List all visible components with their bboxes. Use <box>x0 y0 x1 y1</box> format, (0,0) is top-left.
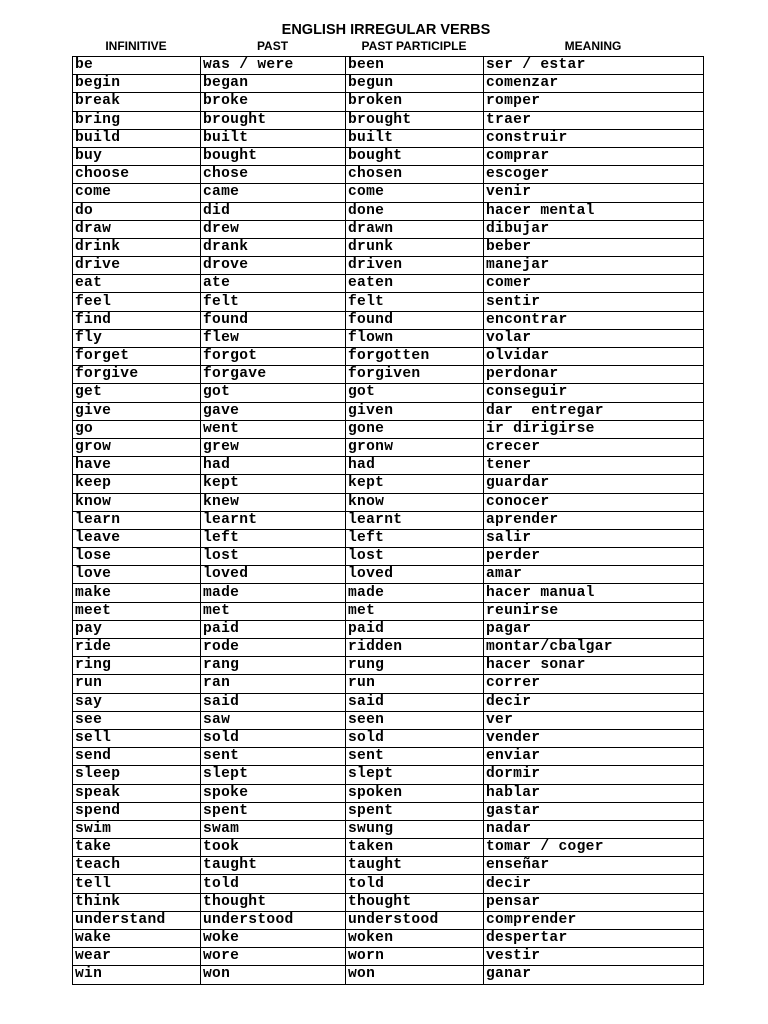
table-row <box>73 166 704 184</box>
infinitive-cell: eat <box>73 275 201 293</box>
past-participle-cell: left <box>346 529 484 547</box>
meaning-cell: comprar <box>484 147 704 165</box>
past-participle-cell: spoken <box>346 784 484 802</box>
past-cell: had <box>201 457 346 475</box>
meaning-cell: dormir <box>484 766 704 784</box>
past-participle-cell: gone <box>346 420 484 438</box>
past-participle-cell: eaten <box>346 275 484 293</box>
past-cell: thought <box>201 893 346 911</box>
past-cell: drew <box>201 220 346 238</box>
table-row <box>73 329 704 347</box>
past-cell: swam <box>201 820 346 838</box>
table-row <box>73 220 704 238</box>
past-cell: took <box>201 839 346 857</box>
meaning-cell: construir <box>484 129 704 147</box>
meaning-cell: conocer <box>484 493 704 511</box>
infinitive-cell: pay <box>73 620 201 638</box>
past-cell: got <box>201 384 346 402</box>
verbs-table-body <box>73 57 704 985</box>
infinitive-cell: swim <box>73 820 201 838</box>
past-participle-cell: got <box>346 384 484 402</box>
infinitive-cell: ring <box>73 657 201 675</box>
past-cell: rode <box>201 639 346 657</box>
infinitive-cell: begin <box>73 75 201 93</box>
infinitive-cell: draw <box>73 220 201 238</box>
meaning-cell: traer <box>484 111 704 129</box>
meaning-cell: pagar <box>484 620 704 638</box>
infinitive-cell: learn <box>73 511 201 529</box>
meaning-cell: aprender <box>484 511 704 529</box>
past-participle-cell: felt <box>346 293 484 311</box>
past-participle-cell: met <box>346 602 484 620</box>
table-row <box>73 438 704 456</box>
meaning-cell: comprender <box>484 911 704 929</box>
infinitive-cell: say <box>73 693 201 711</box>
infinitive-cell: bring <box>73 111 201 129</box>
past-participle-cell: chosen <box>346 166 484 184</box>
meaning-cell: perder <box>484 548 704 566</box>
past-cell: taught <box>201 857 346 875</box>
past-participle-cell: brought <box>346 111 484 129</box>
infinitive-cell: lose <box>73 548 201 566</box>
infinitive-cell: ride <box>73 639 201 657</box>
meaning-cell: ganar <box>484 966 704 984</box>
infinitive-cell: build <box>73 129 201 147</box>
meaning-cell: dar entregar <box>484 402 704 420</box>
infinitive-cell: find <box>73 311 201 329</box>
past-participle-cell: won <box>346 966 484 984</box>
meaning-cell: tener <box>484 457 704 475</box>
table-row <box>73 948 704 966</box>
past-cell: slept <box>201 766 346 784</box>
past-cell: knew <box>201 493 346 511</box>
meaning-cell: tomar / coger <box>484 839 704 857</box>
table-row <box>73 475 704 493</box>
past-participle-cell: begun <box>346 75 484 93</box>
table-row <box>73 57 704 75</box>
past-cell: forgave <box>201 366 346 384</box>
meaning-cell: vestir <box>484 948 704 966</box>
table-row <box>73 202 704 220</box>
past-cell: paid <box>201 620 346 638</box>
past-cell: sold <box>201 729 346 747</box>
infinitive-cell: drink <box>73 238 201 256</box>
table-row <box>73 584 704 602</box>
past-cell: rang <box>201 657 346 675</box>
past-participle-cell: found <box>346 311 484 329</box>
past-participle-cell: ridden <box>346 639 484 657</box>
past-cell: wore <box>201 948 346 966</box>
header-past-participle: PAST PARTICIPLE <box>361 39 467 53</box>
table-row <box>73 857 704 875</box>
table-row <box>73 893 704 911</box>
past-cell: broke <box>201 93 346 111</box>
table-row <box>73 548 704 566</box>
infinitive-cell: win <box>73 966 201 984</box>
meaning-cell: hacer manual <box>484 584 704 602</box>
meaning-cell: crecer <box>484 438 704 456</box>
infinitive-cell: understand <box>73 911 201 929</box>
infinitive-cell: forgive <box>73 366 201 384</box>
meaning-cell: guardar <box>484 475 704 493</box>
past-participle-cell: come <box>346 184 484 202</box>
table-row <box>73 602 704 620</box>
table-row <box>73 657 704 675</box>
document-title: ENGLISH IRREGULAR VERBS <box>281 22 491 38</box>
past-participle-cell: built <box>346 129 484 147</box>
infinitive-cell: buy <box>73 147 201 165</box>
meaning-cell: enviar <box>484 748 704 766</box>
table-row <box>73 566 704 584</box>
table-row <box>73 493 704 511</box>
table-row <box>73 238 704 256</box>
meaning-cell: nadar <box>484 820 704 838</box>
table-row <box>73 75 704 93</box>
table-row <box>73 275 704 293</box>
meaning-cell: manejar <box>484 257 704 275</box>
infinitive-cell: make <box>73 584 201 602</box>
past-participle-cell: slept <box>346 766 484 784</box>
meaning-cell: decir <box>484 875 704 893</box>
infinitive-cell: be <box>73 57 201 75</box>
past-participle-cell: flown <box>346 329 484 347</box>
past-cell: said <box>201 693 346 711</box>
table-row <box>73 366 704 384</box>
meaning-cell: hablar <box>484 784 704 802</box>
past-participle-cell: swung <box>346 820 484 838</box>
table-row <box>73 839 704 857</box>
past-cell: lost <box>201 548 346 566</box>
past-participle-cell: paid <box>346 620 484 638</box>
infinitive-cell: forget <box>73 348 201 366</box>
past-cell: left <box>201 529 346 547</box>
past-cell: built <box>201 129 346 147</box>
infinitive-cell: go <box>73 420 201 438</box>
past-participle-cell: sold <box>346 729 484 747</box>
past-cell: ate <box>201 275 346 293</box>
meaning-cell: encontrar <box>484 311 704 329</box>
header-meaning: MEANING <box>564 39 622 53</box>
meaning-cell: despertar <box>484 930 704 948</box>
infinitive-cell: meet <box>73 602 201 620</box>
past-cell: saw <box>201 711 346 729</box>
infinitive-cell: see <box>73 711 201 729</box>
infinitive-cell: spend <box>73 802 201 820</box>
table-row <box>73 675 704 693</box>
table-row <box>73 784 704 802</box>
table-row <box>73 311 704 329</box>
past-cell: felt <box>201 293 346 311</box>
past-cell: found <box>201 311 346 329</box>
infinitive-cell: come <box>73 184 201 202</box>
table-row <box>73 384 704 402</box>
past-cell: understood <box>201 911 346 929</box>
past-participle-cell: broken <box>346 93 484 111</box>
infinitive-cell: take <box>73 839 201 857</box>
past-participle-cell: sent <box>346 748 484 766</box>
infinitive-cell: wake <box>73 930 201 948</box>
meaning-cell: enseñar <box>484 857 704 875</box>
meaning-cell: beber <box>484 238 704 256</box>
meaning-cell: hacer sonar <box>484 657 704 675</box>
past-participle-cell: rung <box>346 657 484 675</box>
table-row <box>73 511 704 529</box>
table-row <box>73 111 704 129</box>
past-participle-cell: given <box>346 402 484 420</box>
infinitive-cell: sleep <box>73 766 201 784</box>
meaning-cell: olvidar <box>484 348 704 366</box>
past-cell: sent <box>201 748 346 766</box>
infinitive-cell: know <box>73 493 201 511</box>
past-participle-cell: seen <box>346 711 484 729</box>
past-cell: bought <box>201 147 346 165</box>
meaning-cell: pensar <box>484 893 704 911</box>
infinitive-cell: love <box>73 566 201 584</box>
past-cell: drove <box>201 257 346 275</box>
infinitive-cell: keep <box>73 475 201 493</box>
table-row <box>73 147 704 165</box>
infinitive-cell: get <box>73 384 201 402</box>
past-participle-cell: forgotten <box>346 348 484 366</box>
table-row <box>73 766 704 784</box>
past-cell: grew <box>201 438 346 456</box>
table-row <box>73 457 704 475</box>
past-cell: went <box>201 420 346 438</box>
past-cell: did <box>201 202 346 220</box>
meaning-cell: dibujar <box>484 220 704 238</box>
infinitive-cell: give <box>73 402 201 420</box>
table-row <box>73 820 704 838</box>
past-cell: kept <box>201 475 346 493</box>
infinitive-cell: break <box>73 93 201 111</box>
past-cell: came <box>201 184 346 202</box>
past-participle-cell: made <box>346 584 484 602</box>
infinitive-cell: speak <box>73 784 201 802</box>
table-row <box>73 693 704 711</box>
infinitive-cell: drive <box>73 257 201 275</box>
infinitive-cell: think <box>73 893 201 911</box>
meaning-cell: volar <box>484 329 704 347</box>
infinitive-cell: sell <box>73 729 201 747</box>
header-infinitive: INFINITIVE <box>105 39 167 53</box>
past-cell: forgot <box>201 348 346 366</box>
past-cell: made <box>201 584 346 602</box>
past-participle-cell: been <box>346 57 484 75</box>
past-participle-cell: had <box>346 457 484 475</box>
meaning-cell: comenzar <box>484 75 704 93</box>
past-cell: told <box>201 875 346 893</box>
past-participle-cell: forgiven <box>346 366 484 384</box>
meaning-cell: reunirse <box>484 602 704 620</box>
past-cell: woke <box>201 930 346 948</box>
table-row <box>73 348 704 366</box>
table-row <box>73 711 704 729</box>
past-participle-cell: know <box>346 493 484 511</box>
past-participle-cell: worn <box>346 948 484 966</box>
meaning-cell: conseguir <box>484 384 704 402</box>
infinitive-cell: grow <box>73 438 201 456</box>
meaning-cell: perdonar <box>484 366 704 384</box>
infinitive-cell: tell <box>73 875 201 893</box>
past-cell: gave <box>201 402 346 420</box>
meaning-cell: amar <box>484 566 704 584</box>
past-participle-cell: loved <box>346 566 484 584</box>
header-past: PAST <box>256 39 289 53</box>
table-row <box>73 93 704 111</box>
verbs-table <box>72 56 704 985</box>
meaning-cell: vender <box>484 729 704 747</box>
past-participle-cell: bought <box>346 147 484 165</box>
infinitive-cell: choose <box>73 166 201 184</box>
table-row <box>73 257 704 275</box>
infinitive-cell: run <box>73 675 201 693</box>
infinitive-cell: teach <box>73 857 201 875</box>
column-header-row <box>0 38 768 55</box>
past-participle-cell: gronw <box>346 438 484 456</box>
meaning-cell: sentir <box>484 293 704 311</box>
past-participle-cell: driven <box>346 257 484 275</box>
meaning-cell: ser / estar <box>484 57 704 75</box>
table-row <box>73 293 704 311</box>
past-cell: ran <box>201 675 346 693</box>
meaning-cell: venir <box>484 184 704 202</box>
table-row <box>73 129 704 147</box>
past-participle-cell: taken <box>346 839 484 857</box>
table-row <box>73 911 704 929</box>
infinitive-cell: wear <box>73 948 201 966</box>
past-cell: chose <box>201 166 346 184</box>
meaning-cell: decir <box>484 693 704 711</box>
table-row <box>73 875 704 893</box>
past-cell: drank <box>201 238 346 256</box>
table-row <box>73 639 704 657</box>
meaning-cell: comer <box>484 275 704 293</box>
past-cell: learnt <box>201 511 346 529</box>
past-cell: flew <box>201 329 346 347</box>
meaning-cell: salir <box>484 529 704 547</box>
past-cell: loved <box>201 566 346 584</box>
table-row <box>73 930 704 948</box>
past-participle-cell: done <box>346 202 484 220</box>
meaning-cell: hacer mental <box>484 202 704 220</box>
table-row <box>73 402 704 420</box>
table-row <box>73 729 704 747</box>
meaning-cell: ver <box>484 711 704 729</box>
past-participle-cell: thought <box>346 893 484 911</box>
table-row <box>73 748 704 766</box>
past-participle-cell: told <box>346 875 484 893</box>
past-participle-cell: woken <box>346 930 484 948</box>
table-row <box>73 184 704 202</box>
past-participle-cell: drunk <box>346 238 484 256</box>
past-cell: began <box>201 75 346 93</box>
past-cell: was / were <box>201 57 346 75</box>
past-cell: spent <box>201 802 346 820</box>
meaning-cell: montar/cbalgar <box>484 639 704 657</box>
meaning-cell: romper <box>484 93 704 111</box>
infinitive-cell: have <box>73 457 201 475</box>
table-row <box>73 420 704 438</box>
past-participle-cell: learnt <box>346 511 484 529</box>
meaning-cell: correr <box>484 675 704 693</box>
past-participle-cell: drawn <box>346 220 484 238</box>
table-row <box>73 529 704 547</box>
past-cell: met <box>201 602 346 620</box>
infinitive-cell: do <box>73 202 201 220</box>
past-participle-cell: understood <box>346 911 484 929</box>
past-participle-cell: spent <box>346 802 484 820</box>
meaning-cell: gastar <box>484 802 704 820</box>
past-participle-cell: said <box>346 693 484 711</box>
infinitive-cell: leave <box>73 529 201 547</box>
past-participle-cell: kept <box>346 475 484 493</box>
past-cell: spoke <box>201 784 346 802</box>
infinitive-cell: feel <box>73 293 201 311</box>
meaning-cell: escoger <box>484 166 704 184</box>
table-row <box>73 802 704 820</box>
table-row <box>73 966 704 984</box>
meaning-cell: ir dirigirse <box>484 420 704 438</box>
past-participle-cell: taught <box>346 857 484 875</box>
infinitive-cell: send <box>73 748 201 766</box>
past-cell: brought <box>201 111 346 129</box>
table-row <box>73 620 704 638</box>
past-participle-cell: run <box>346 675 484 693</box>
past-participle-cell: lost <box>346 548 484 566</box>
past-cell: won <box>201 966 346 984</box>
infinitive-cell: fly <box>73 329 201 347</box>
